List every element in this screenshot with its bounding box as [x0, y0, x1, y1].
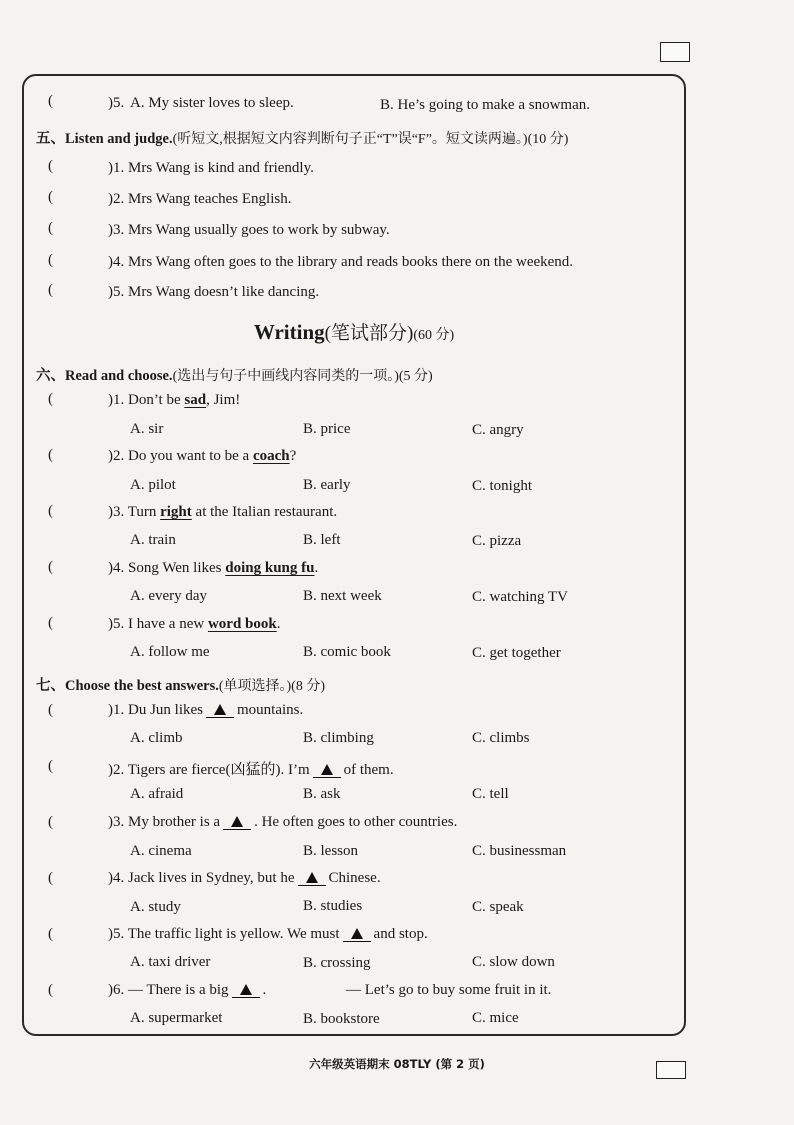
page-footer: 六年级英语期末 08TLY (第 2 页) [309, 1057, 485, 1071]
option-b: B. next week [303, 588, 382, 604]
option-c: C. angry [472, 422, 524, 438]
option-b: B. crossing [303, 955, 371, 971]
option-b: B. ask [303, 786, 341, 802]
question: )1. Don’t be sad, Jim! [108, 392, 241, 408]
triangle-icon [240, 984, 252, 995]
option-b: B. comic book [303, 644, 391, 660]
option-b: B. early [303, 477, 351, 493]
option-b: B. studies [303, 898, 363, 914]
underlined-word: sad [184, 392, 207, 408]
option-c: C. tonight [472, 478, 533, 494]
option-a: A. climb [130, 730, 183, 746]
question: )4. Jack lives in Sydney, but he Chinese. [108, 870, 381, 886]
option-c: C. tell [472, 786, 509, 802]
answer-blank[interactable] [223, 815, 251, 830]
question: )2. Do you want to be a coach? [108, 448, 297, 464]
option-a: A. every day [130, 588, 208, 604]
answer-paren[interactable]: ( [48, 758, 53, 774]
option-b: B. left [303, 532, 341, 548]
answer-blank[interactable] [206, 703, 234, 718]
statement: )2. Mrs Wang teaches English. [108, 191, 292, 207]
option-a: A. study [130, 899, 181, 915]
section-5-instructions: (听短文,根据短文内容判断句子正“T”误“F”。短文读两遍。)(10 分) [172, 132, 569, 147]
statement: )4. Mrs Wang often goes to the library and reads books there on the weekend. [108, 254, 574, 270]
triangle-icon [351, 928, 363, 939]
statement: )5. Mrs Wang doesn’t like dancing. [108, 284, 320, 300]
question: )1. Du Jun likes mountains. [108, 702, 304, 718]
option-a: A. afraid [130, 786, 184, 802]
section-6-instructions: (选出与句子中画线内容同类的一项。)(5 分) [172, 369, 433, 384]
answer-paren[interactable]: ( [48, 814, 53, 830]
option-c: C. get together [472, 645, 561, 661]
option-b: B. climbing [303, 730, 374, 746]
section-7-instructions: (单项选择。)(8 分) [218, 679, 326, 694]
question: )3. Turn right at the Italian restaurant. [108, 504, 338, 520]
answer-blank[interactable] [298, 871, 326, 886]
section-7-title: 七、Choose the best answers. [36, 678, 219, 694]
statement: )3. Mrs Wang usually goes to work by subway. [108, 222, 390, 238]
answer-paren[interactable]: ( [48, 982, 53, 998]
option-a: A. train [130, 532, 176, 548]
section-7-heading [36, 674, 325, 695]
section-5-title: 五、Listen and judge. [36, 131, 173, 147]
question: )3. My brother is a . He often goes to other countries. [108, 814, 458, 830]
writing-title [0, 318, 708, 345]
underlined-word: word book [207, 616, 277, 632]
triangle-icon [321, 764, 333, 775]
option-c: C. mice [472, 1010, 519, 1026]
underlined-word: doing kung fu [225, 560, 315, 576]
answer-paren[interactable]: ( [48, 93, 53, 109]
answer-paren[interactable]: ( [48, 615, 53, 631]
option-c: C. slow down [472, 954, 555, 970]
option-b: B. bookstore [303, 1011, 380, 1027]
underlined-word: right [160, 504, 192, 520]
answer-paren[interactable]: ( [48, 282, 53, 298]
answer-paren[interactable]: ( [48, 220, 53, 236]
option-a: A. taxi driver [130, 954, 211, 970]
underlined-word: coach [252, 448, 290, 464]
answer-paren[interactable]: ( [48, 447, 53, 463]
triangle-icon [231, 816, 243, 827]
answer-blank[interactable] [313, 763, 341, 778]
section-6-heading [36, 364, 433, 385]
section-5-heading [36, 127, 568, 148]
answer-paren[interactable]: ( [48, 391, 53, 407]
content-frame [22, 74, 686, 1036]
option-c: C. speak [472, 899, 524, 915]
question-number: )5. [108, 95, 125, 111]
option-b: B. price [303, 421, 351, 437]
option-b: B. lesson [303, 843, 359, 859]
triangle-icon [214, 704, 226, 715]
section-6-title: 六、Read and choose. [36, 368, 173, 384]
answer-paren[interactable]: ( [48, 158, 53, 174]
option-a: A. My sister loves to sleep. [130, 95, 294, 111]
answer-paren[interactable]: ( [48, 189, 53, 205]
answer-blank[interactable] [232, 983, 260, 998]
question: )6. — There is a big . [108, 982, 267, 998]
writing-title-cn: (笔试部分) [324, 323, 414, 344]
score-box-top [660, 42, 690, 62]
answer-paren[interactable]: ( [48, 702, 53, 718]
answer-paren[interactable]: ( [48, 503, 53, 519]
question: )4. Song Wen likes doing kung fu. [108, 560, 319, 576]
question-reply: — Let’s go to buy some fruit in it. [346, 982, 552, 998]
option-a: A. cinema [130, 843, 192, 859]
question: )2. Tigers are fierce(凶猛的). I’m of them. [108, 762, 394, 778]
writing-title-word: Writing [253, 320, 325, 344]
option-a: A. pilot [130, 477, 176, 493]
option-a: A. supermarket [130, 1010, 223, 1026]
option-c: C. pizza [472, 533, 522, 549]
answer-paren[interactable]: ( [48, 870, 53, 886]
question: )5. I have a new word book. [108, 616, 281, 632]
option-c: C. climbs [472, 730, 530, 746]
option-b: B. He’s going to make a snowman. [380, 97, 590, 113]
statement: )1. Mrs Wang is kind and friendly. [108, 160, 314, 176]
answer-blank[interactable] [343, 927, 371, 942]
answer-paren[interactable]: ( [48, 252, 53, 268]
triangle-icon [306, 872, 318, 883]
answer-paren[interactable]: ( [48, 559, 53, 575]
answer-paren[interactable]: ( [48, 926, 53, 942]
writing-title-score: (60 分) [413, 328, 455, 343]
option-a: A. sir [130, 421, 164, 437]
option-c: C. businessman [472, 843, 567, 859]
option-c: C. watching TV [472, 589, 568, 605]
question: )5. The traffic light is yellow. We must and stop. [108, 926, 428, 942]
option-a: A. follow me [130, 644, 210, 660]
